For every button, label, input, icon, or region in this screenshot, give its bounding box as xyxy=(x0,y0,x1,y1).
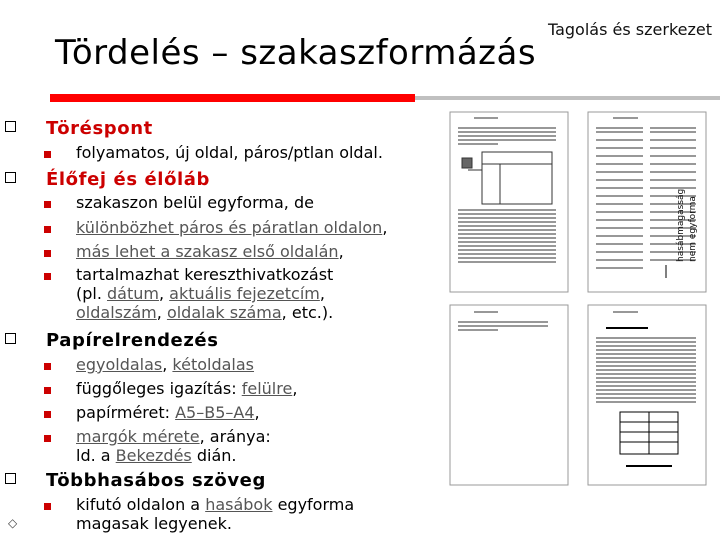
text-part: kifutó oldalon a xyxy=(76,495,206,514)
punct: , xyxy=(382,218,388,237)
punct: , xyxy=(162,355,173,374)
list-item-text xyxy=(76,495,354,533)
text-part: magasak legyenek. xyxy=(76,514,232,533)
list-item xyxy=(44,218,387,237)
outline-item-papir xyxy=(5,330,219,351)
link-felulre[interactable]: felülre xyxy=(241,379,293,398)
list-item-text xyxy=(76,355,254,374)
list-item-text xyxy=(76,218,387,237)
bullet-square-icon xyxy=(44,411,51,418)
thumb-page-4 xyxy=(588,305,706,485)
link-papirmeret[interactable]: A5–B5–A4 xyxy=(175,403,255,422)
link-datum[interactable]: dátum xyxy=(107,284,159,303)
text-part: dián. xyxy=(191,446,237,465)
thumb-label-2: nem egyforma xyxy=(688,196,698,262)
list-item xyxy=(44,242,344,261)
bullet-square-icon xyxy=(44,503,51,510)
bullet-square-icon xyxy=(44,273,51,280)
list-item-text: folyamatos, új oldal, páros/ptlan oldal. xyxy=(76,143,383,162)
outline-box-icon xyxy=(5,121,16,132)
list-item xyxy=(44,427,271,465)
link-elso-oldal[interactable]: más lehet a szakasz első oldalán xyxy=(76,242,339,261)
slide-title: Tördelés – szakaszformázás xyxy=(55,33,537,73)
bullet-square-icon xyxy=(44,435,51,442)
outline-box-icon xyxy=(5,473,16,484)
link-bekezdes[interactable]: Bekezdés xyxy=(115,446,192,465)
page-thumbnails xyxy=(438,100,720,540)
punct: , xyxy=(338,242,344,261)
punct: , xyxy=(254,403,260,422)
list-item xyxy=(44,379,297,398)
bullet-square-icon xyxy=(44,201,51,208)
outline-item-tobbhasabos xyxy=(5,470,266,491)
bullet-square-icon xyxy=(44,387,51,394)
list-item-text: tartalmazhat kereszthivatkozást (pl. dátum, aktuális fejezetcím, oldalszám, oldalak száma, etc.). xyxy=(76,265,334,322)
bullet-square-icon xyxy=(44,151,51,158)
punct: , xyxy=(292,379,298,398)
text-part: függőleges igazítás: xyxy=(76,379,242,398)
link-hasabok[interactable]: hasábok xyxy=(205,495,273,514)
list-item-text xyxy=(76,403,260,422)
outline-item-label[interactable]: Töréspont xyxy=(46,118,153,139)
thumb-page-3 xyxy=(450,305,568,485)
text-part: egyforma xyxy=(272,495,355,514)
list-item xyxy=(44,403,260,422)
text-part: papírméret: xyxy=(76,403,176,422)
list-item xyxy=(44,193,314,212)
outline-item-torespont xyxy=(5,118,153,139)
link-fejezetcim[interactable]: aktuális fejezetcím xyxy=(169,284,320,303)
bullet-square-icon xyxy=(44,363,51,370)
link-oldalszam[interactable]: oldalszám xyxy=(76,303,157,322)
outline-item-label: Papírelrendezés xyxy=(46,330,219,351)
text-part: , aránya: xyxy=(199,427,271,446)
section-label: Tagolás és szerkezet xyxy=(547,20,712,39)
list-item xyxy=(44,143,383,162)
bullet-square-icon xyxy=(44,250,51,257)
list-item xyxy=(44,265,333,322)
thumb-label-1: hasábmagasság xyxy=(676,188,686,262)
list-item xyxy=(44,495,354,533)
link-oldalak-szama[interactable]: oldalak száma xyxy=(166,303,282,322)
diamond-icon: ◇ xyxy=(8,516,18,530)
link-paros-paratlan[interactable]: különbözhet páros és páratlan oldalon xyxy=(76,218,383,237)
text-part: ld. a xyxy=(76,446,116,465)
list-item-text: szakaszon belül egyforma, de xyxy=(76,193,314,212)
thumb-page-1 xyxy=(450,112,568,292)
list-item-text xyxy=(76,427,271,465)
bullet-square-icon xyxy=(44,226,51,233)
outline-item-label: Többhasábos szöveg xyxy=(46,470,266,491)
text-part: tartalmazhat kereszthivatkozást xyxy=(76,265,334,284)
link-egyoldalas[interactable]: egyoldalas xyxy=(76,355,163,374)
outline-item-label[interactable]: Élőfej és élőláb xyxy=(46,169,211,190)
link-margok[interactable]: margók mérete xyxy=(76,427,200,446)
list-item-text xyxy=(76,242,344,261)
link-ketoldalas[interactable]: kétoldalas xyxy=(172,355,255,374)
list-item-text xyxy=(76,379,297,398)
outline-item-elofej xyxy=(5,169,210,190)
outline-box-icon xyxy=(5,172,16,183)
list-item xyxy=(44,355,254,374)
outline-box-icon xyxy=(5,333,16,344)
title-underline-red xyxy=(50,94,415,102)
